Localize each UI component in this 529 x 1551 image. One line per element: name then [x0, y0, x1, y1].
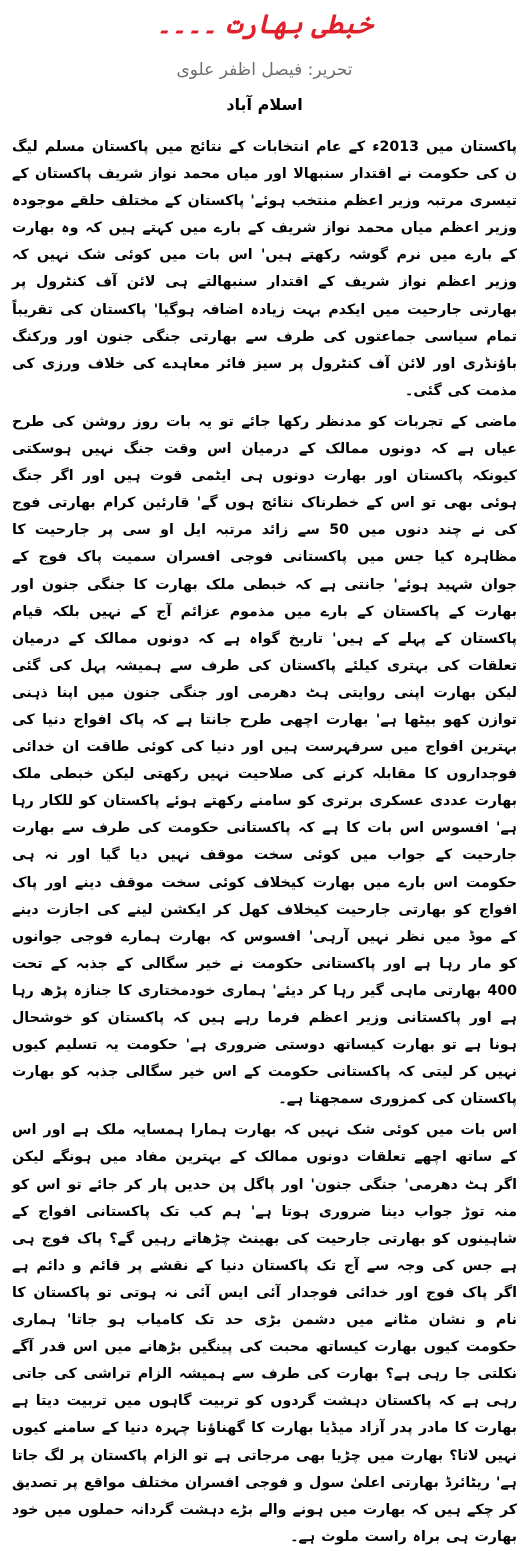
headline: خبطی بھارت ۔۔۔۔: [156, 10, 373, 40]
dateline: اسلام آباد: [226, 95, 303, 114]
byline: تحریر: فیصل اظفر علوی: [176, 60, 353, 80]
article-paragraph-3: اس بات میں کوئی شک نہیں کہ بھارت ہمارا ہمسایہ ملک ہے اور اس کے ساتھ اچھے تعلقات دونوں ممالک کے بہترین مفاد میں ہونگے لیکن اگر ہٹ دھرمی' جنگی جنون' اور پاگل پن حدیں پار کر جائے تو اس کو منہ توڑ جواب دینا ضروری ہوتا ہے' ہم کب تک پاکستانی افواج کے شاہینوں کو بھارتی جارحیت کی بھینٹ چڑھاتے رہیں گے؟ پاک فوج ہی ہے جس کی وجہ سے آج تک پاکستان دنیا کے نقشے پر قائم و دائم ہے اگر پاک فوج اور خدائی فوجدار آئی ایس آئی نہ ہوتی تو پاکستان کا نام و نشان مٹانے میں دشمن بڑی حد تک کامیاب ہو جاتا' ہماری حکومت کیوں بھارت کیساتھ محبت کی پینگیں بڑھانے میں اس قدر آگے نکلتی جا رہی ہے؟ بھارت کی طرف سے ہمیشہ الزام تراشی کی جاتی رہی ہے کہ پاکستان دہشت گردوں کو تربیت گاہوں میں تربیت دیتا ہے بھارت کا مادر پدر آزاد میڈیا بھارت کا گھناؤنا چہرہ دنیا کے سامنے کیوں نہیں لاتا؟ بھارت میں چڑیا بھی مرجاتی ہے تو الزام پاکستان پر لگ جاتا ہے' ریٹائرڈ بھارتی اعلیٰ سول و فوجی افسران مختلف مواقع پر تصدیق کر چکے ہیں کہ بھارت میں ہونے والے بڑے دہشت گردانہ حملوں میں خود بھارت ہی براہ راست ملوث ہے۔: [12, 1122, 517, 1545]
article-body: [12, 134, 517, 1551]
article-paragraph-2: ماضی کے تجربات کو مدنظر رکھا جائے تو یہ بات روز روشن کی طرح عیاں ہے کہ دونوں ممالک کے درمیان اس وقت جنگ نہیں ہوسکتی کیونکہ پاکستان اور بھارت دونوں ہی ایٹمی قوت ہیں اور اگر جنگ ہوئی بھی تو اس کے خطرناک نتائج ہوں گے' قارئین کرام بھارتی فوج کی نے چند دنوں میں 50 سے زائد مرتبہ ایل او سی پر جارحیت کا مظاہرہ کیا جس میں پاکستانی فوجی افسران سمیت پاک فوج کے جوان شہید ہوئے' جانتی ہے کہ خبطی ملک بھارت کا جنگی جنون اور بھارت کے پاکستان کے بارے میں مذموم عزائم آج کے نہیں بلکہ قیام پاکستان کے پہلے کے ہیں' تاریخ گواہ ہے کہ دونوں ممالک کے درمیان تعلقات کی بہتری کیلئے پاکستان کی طرف سے ہمیشہ پہل کی گئی لیکن بھارت اپنی روایتی ہٹ دھرمی اور جنگی جنون میں اپنا ذہنی توازن کھو بیٹھا ہے' بھارت اچھی طرح جانتا ہے کہ پاک افواج دنیا کی بہترین افواج میں سرفہرست ہیں اور دنیا کی کوئی طاقت ان خدائی فوجداروں کا مقابلہ کرنے کی صلاحیت نہیں رکھتی لیکن خبطی ملک بھارت عددی عسکری برتری کو سامنے رکھتے ہوئے پاکستان کو للکار رہا ہے' افسوس اس بات کا ہے کہ پاکستانی حکومت کی طرف سے بھارت جارحیت کے جواب میں کوئی سخت موقف نہیں دیا گیا اور نہ ہی حکومت اس بارے میں بھارت کیخلاف کوئی سخت موقف دینے اور پاک افواج کو بھارتی جارحیت کیخلاف کھل کر ایکشن لینے کی اجازت دینے کے موڈ میں نظر نہیں آرہی' افسوس کہ بھارت ہمارے فوجی جوانوں کو مار رہا ہے اور پاکستانی حکومت نے خیر سگالی کے جذبہ کے تحت 400 بھارتی ماہی گیر رہا کر دیئے' ہماری خودمختاری کا جنازہ پڑھ رہا ہے اور پاکستانی وزیر اعظم فرما رہے ہیں کہ پاکستان کو خوشحال ہونا ہے تو بھارت کیساتھ دوستی ضروری ہے' حکومت یہ تسلیم کیوں نہیں کر لیتی کہ پاکستانی حکومت کے اس خیر سگالی جذبہ کو بھارت پاکستان کی کمزوری سمجھتا ہے۔: [12, 413, 518, 1108]
article-paragraph-1: پاکستان میں 2013ء کے عام انتخابات کے نتائج میں پاکستان مسلم لیگ ن کی حکومت نے اقتدار سنبھالا اور میاں محمد نواز شریف پاکستان کے تیسری مرتبہ وزیر اعظم منتخب ہوئے' پاکستان کے مختلف حلقے موجودہ وزیر اعظم میاں محمد نواز شریف کے بارے میں کہتے ہیں کہ وہ بھارت کے بارے میں نرم گوشہ رکھتے ہیں' اس بات میں کوئی شک نہیں کہ وزیر اعظم نواز شریف کے اقتدار سنبھالتے ہی لائن آف کنٹرول پر بھارتی جارحیت میں ایکدم بہت زیادہ اضافہ ہوگیا' پاکستان کی تقریباً تمام سیاسی جماعتوں کی طرف سے بھارتی جنگی جنون اور ورکنگ باؤنڈری اور لائن آف کنٹرول پر سیز فائر معاہدے کی خلاف ورزی کی مذمت کی گئی۔: [12, 139, 517, 399]
